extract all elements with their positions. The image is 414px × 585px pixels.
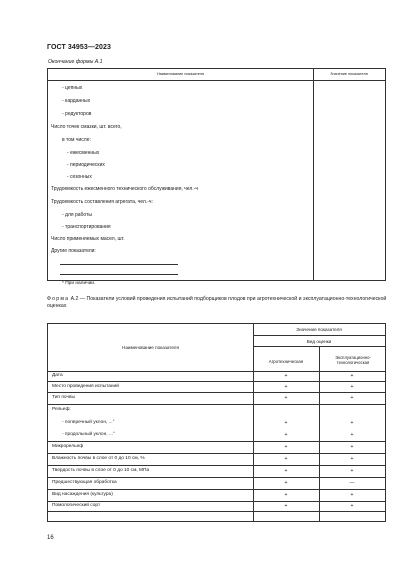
page-number: 16 — [47, 535, 54, 541]
row-divider — [48, 501, 385, 502]
column-header-name: Наименование показателя — [122, 345, 179, 350]
table-row: - ежесменных — [67, 150, 100, 156]
row-divider — [48, 453, 385, 454]
table-header — [48, 69, 385, 81]
column-divider — [253, 324, 254, 521]
table-row: - транспортирования — [62, 224, 111, 230]
table-row: Трудоемкость составления агрегата, чел.-ч: — [51, 199, 153, 205]
form-a1-table — [47, 68, 386, 286]
agro-value: + — [284, 384, 288, 390]
row-divider — [48, 381, 385, 382]
expl-value: + — [350, 420, 354, 426]
table-row: Число применяемых масел, шт. — [51, 236, 125, 242]
table-row: - сезонных — [67, 174, 92, 180]
table-row: Место проведения испытаний — [52, 384, 119, 389]
row-divider — [48, 477, 385, 478]
expl-value: + — [350, 432, 354, 438]
blank-fill-line — [60, 274, 178, 275]
footnote: * При наличии. — [62, 281, 96, 286]
table-row: Тип почвы — [52, 395, 75, 400]
row-divider — [48, 489, 385, 490]
agro-value: + — [284, 468, 288, 474]
expl-value: + — [350, 395, 354, 401]
table-row: - поперечный уклон, ...° — [62, 420, 115, 425]
form-a2-table — [47, 323, 386, 522]
expl-value: + — [350, 456, 354, 462]
continuation-label: Окончание формы А.1 — [48, 59, 103, 65]
table-row: - продольный уклон, ...° — [62, 432, 115, 437]
table-row: Помологический сорт — [52, 503, 101, 508]
row-divider — [48, 511, 385, 512]
table-row: - редукторов — [62, 111, 92, 117]
expl-value: + — [350, 444, 354, 450]
column-header-agro: Агротехническая — [268, 358, 304, 364]
standard-header: ГОСТ 34953—2023 — [47, 44, 111, 51]
column-header-subgroup: Вид оценки — [306, 339, 332, 344]
column-header-name: Наименование показателя — [156, 72, 205, 76]
agro-value: + — [284, 456, 288, 462]
blank-fill-line — [60, 264, 178, 265]
agro-value: + — [284, 492, 288, 498]
caption-prefix: Форма — [47, 296, 70, 302]
expl-value: + — [350, 373, 354, 379]
expl-value: + — [350, 468, 354, 474]
table-row: Влажность почвы в слое от 0 до 10 см, % — [52, 456, 145, 461]
column-header-expl: Эксплуатационно-технологическая — [335, 355, 371, 365]
agro-value: + — [284, 432, 288, 438]
table-row: Число точек смазки, шт. всего, — [51, 124, 122, 130]
table-row: - цепных — [62, 85, 83, 91]
header-divider — [253, 335, 385, 336]
row-divider — [48, 441, 385, 442]
table-row: Другие показатели: — [51, 248, 96, 254]
expl-value: + — [350, 503, 354, 509]
agro-value: + — [284, 503, 288, 509]
table-row: Микрорельеф — [52, 444, 84, 449]
column-header-group: Значение показателя — [296, 327, 342, 332]
table-row: Предшествующая обработка — [52, 480, 117, 485]
agro-value: + — [284, 420, 288, 426]
row-divider — [48, 404, 385, 405]
table-row: в том числе: — [62, 137, 91, 143]
expl-value: + — [350, 384, 354, 390]
table-row: Трудоемкость ежесменного технического обслуживания, чел.-ч — [51, 186, 198, 192]
table-row: - для работы — [62, 212, 92, 218]
column-header-value: Значение показателя — [330, 72, 368, 76]
row-divider — [48, 465, 385, 466]
table-row: Рельеф: — [52, 407, 71, 412]
table-row: Вид насаждения (культура) — [52, 492, 113, 497]
row-divider — [48, 392, 385, 393]
agro-value: + — [284, 395, 288, 401]
expl-value: — — [349, 480, 355, 486]
header-divider — [48, 371, 385, 372]
column-divider — [319, 346, 320, 521]
table-row: Дата — [52, 373, 63, 378]
table-row: - карданных — [62, 98, 91, 104]
agro-value: + — [284, 444, 288, 450]
expl-value: + — [350, 492, 354, 498]
table-row: - периодических — [67, 162, 105, 168]
agro-value: + — [284, 373, 288, 379]
form-a2-caption — [47, 296, 387, 310]
agro-value: + — [284, 480, 288, 486]
caption-text: А.2 — Показатели условий проведения испытаний подборщиков плодов при агротехнической и эксплуатационно-технологической оценках — [47, 296, 387, 309]
column-divider — [313, 69, 314, 280]
table-row: Твердость почвы в слое от 0 до 10 см, МПа — [52, 468, 150, 473]
